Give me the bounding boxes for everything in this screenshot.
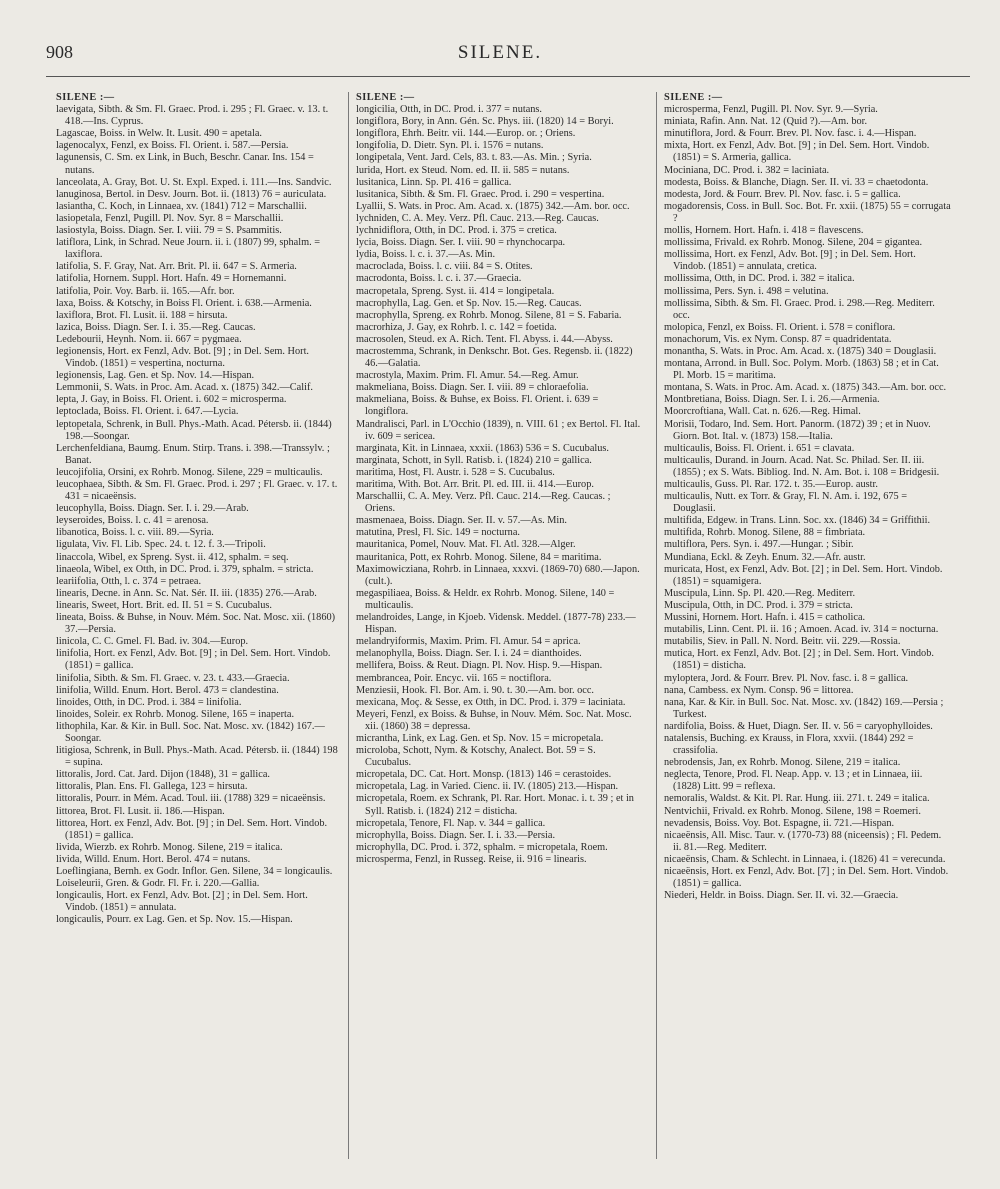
- index-entry: longiflora, Ehrh. Beitr. vii. 144.—Europ. or. ; Oriens.: [356, 128, 576, 140]
- index-entry: littorea, Brot. Fl. Lusit. ii. 186.—Hispan.: [56, 805, 225, 817]
- index-entry: nevadensis, Boiss. Voy. Bot. Espagne, ii. 721.—Hispan.: [664, 817, 895, 829]
- index-entry: nicaeënsis, Cham. & Schlecht. in Linnaea, i. (1826) 41 = verecunda.: [664, 853, 946, 865]
- index-entry: Montbretiana, Boiss. Diagn. Ser. I. i. 26.—Armenia.: [664, 394, 880, 406]
- index-entry: maritima, With. Bot. Arr. Brit. Pl. ed. III. ii. 414.—Europ.: [356, 479, 594, 490]
- index-entry: linifolia, Willd. Enum. Hort. Berol. 473 = clandestina.: [56, 684, 279, 696]
- index-entry: neglecta, Tenore, Prod. Fl. Neap. App. v. 13 ; et in Linnaea, iii. (1828) Litt. 99 = reflexa.: [664, 769, 923, 793]
- index-entry: nana, Cambess. ex Nym. Consp. 96 = littorea.: [664, 684, 854, 696]
- index-entry: microphylla, Boiss. Diagn. Ser. I. i. 33.—Persia.: [356, 829, 556, 841]
- index-entry: latifolia, S. F. Gray, Nat. Arr. Brit. Pl. ii. 647 = S. Armeria.: [56, 261, 297, 273]
- column-heading: SILENE :—: [664, 92, 723, 103]
- column-divider: [656, 92, 657, 1159]
- index-entry: macroclada, Boiss. l. c. viii. 84 = S. Otites.: [356, 261, 533, 273]
- index-entry: Lyallii, S. Wats. in Proc. Am. Acad. x. (1875) 342.—Am. bor. occ.: [356, 200, 630, 212]
- index-entry: lanuginosa, Bertol. in Desv. Journ. Bot. ii. (1813) 76 = auriculata.: [56, 188, 327, 200]
- index-entry: macrorhiza, J. Gay, ex Rohrb. l. c. 142 = foetida.: [356, 321, 557, 333]
- column-3: [664, 92, 951, 902]
- index-entry: lepta, J. Gay, in Boiss. Fl. Orient. i. 602 = microsperma.: [56, 394, 287, 406]
- index-entry: nebrodensis, Jan, ex Rohrb. Monog. Silene, 219 = italica.: [664, 757, 901, 769]
- index-entry: libanotica, Boiss. l. c. viii. 89.—Syria.: [56, 527, 214, 539]
- index-entry: mollissima, Frivald. ex Rohrb. Monog. Silene, 204 = gigantea.: [664, 237, 923, 249]
- index-entry: makmeliana, Boiss. & Buhse, ex Boiss. Fl. Orient. i. 639 = longiflora.: [356, 394, 599, 418]
- index-entry: lychniden, C. A. Mey. Verz. Pfl. Cauc. 213.—Reg. Caucas.: [356, 212, 599, 224]
- index-entry: Menziesii, Hook. Fl. Bor. Am. i. 90. t. 30.—Am. bor. occ.: [356, 684, 594, 696]
- index-entry: lagenocalyx, Fenzl, ex Boiss. Fl. Orient. i. 587.—Persia.: [56, 140, 289, 152]
- index-entry: lydia, Boiss. l. c. i. 37.—As. Min.: [356, 249, 496, 261]
- index-entry: melandroides, Lange, in Kjoeb. Vidensk. Meddel. (1877-78) 233.—Hispan.: [356, 612, 636, 636]
- index-entry: mollissima, Sibth. & Sm. Fl. Graec. Prod. i. 298.—Reg. Mediterr. occ.: [664, 297, 935, 321]
- index-entry: Ledebourii, Heynh. Nom. ii. 667 = pygmaea.: [56, 333, 242, 345]
- index-entry: Morisii, Todaro, Ind. Sem. Hort. Panorm. (1872) 39 ; et in Nuov. Giorn. Bot. Ital. v. (1873) 158.—Italia.: [664, 418, 931, 442]
- index-entry: multicaulis, Boiss. Fl. Orient. i. 651 = clavata.: [664, 442, 855, 454]
- index-entry: membrancea, Poir. Encyc. vii. 165 = noctiflora.: [356, 672, 552, 684]
- index-entry: Muscipula, Linn. Sp. Pl. 420.—Reg. Mediterr.: [664, 587, 856, 599]
- index-entry: laevigata, Sibth. & Sm. Fl. Graec. Prod. i. 295 ; Fl. Graec. v. 13. t. 418.—Ins. Cyprus.: [56, 104, 329, 128]
- index-entry: marginata, Schott, in Syll. Ratisb. i. (1824) 210 = gallica.: [356, 454, 592, 466]
- index-entry: modesta, Jord. & Fourr. Brev. Pl. Nov. fasc. i. 5 = gallica.: [664, 188, 901, 200]
- index-entry: multiflora, Pers. Syn. i. 497.—Hungar. ; Sibir.: [664, 539, 854, 551]
- index-entry: minutiflora, Jord. & Fourr. Brev. Pl. Nov. fasc. i. 4.—Hispan.: [664, 128, 917, 140]
- index-entry: littorea, Hort. ex Fenzl, Adv. Bot. [9] ; in Del. Sem. Hort. Vindob. (1851) = gallica.: [56, 817, 328, 841]
- index-entry: latifolia, Hornem. Suppl. Hort. Hafn. 49 = Hornemanni.: [56, 273, 287, 285]
- index-entry: latiflora, Link, in Schrad. Neue Journ. ii. i. (1807) 99, sphalm. = laxiflora.: [56, 237, 321, 261]
- column-1: [56, 92, 343, 926]
- index-entry: macropetala, Spreng. Syst. ii. 414 = longipetala.: [356, 285, 555, 297]
- column-heading: SILENE :—: [56, 92, 115, 103]
- index-entry: linearis, Decne. in Ann. Sc. Nat. Sér. II. iii. (1835) 276.—Arab.: [56, 587, 317, 599]
- index-entry: macrostemma, Schrank, in Denkschr. Bot. Ges. Regensb. ii. (1822) 46.—Galatia.: [356, 345, 633, 370]
- index-entry: nicaeënsis, All. Misc. Taur. v. (1770-73) 88 (niceensis) ; Fl. Pedem. ii. 81.—Reg. Mediterr.: [664, 829, 942, 853]
- index-entry: microsperma, Fenzl, in Russeg. Reise, ii. 916 = linearis.: [356, 853, 587, 865]
- index-entry: mauritanica, Pomel, Nouv. Mat. Fl. Atl. 328.—Alger.: [356, 539, 576, 551]
- index-entry: laxa, Boiss. & Kotschy, in Boiss Fl. Orient. i. 638.—Armenia.: [56, 297, 312, 309]
- index-entry: Muscipula, Otth, in DC. Prod. i. 379 = stricta.: [664, 599, 853, 611]
- index-entry: macrophylla, Spreng. ex Rohrb. Monog. Silene, 81 = S. Fabaria.: [356, 309, 622, 321]
- index-entry: Maximowicziana, Rohrb. in Linnaea, xxxvi. (1869-70) 680.—Japon. (cult.).: [356, 563, 640, 587]
- index-entry: mollissima, Pers. Syn. i. 498 = velutina.: [664, 285, 829, 297]
- index-entry: micropetala, Lag. in Varied. Cienc. ii. IV. (1805) 213.—Hispan.: [356, 781, 619, 793]
- index-entry: leptoclada, Boiss. Fl. Orient. i. 647.—Lycia.: [56, 406, 239, 418]
- index-entry: miniata, Rafin. Ann. Nat. 12 (Quid ?).—Am. bor.: [664, 116, 868, 128]
- index-entry: leucophaea, Sibth. & Sm. Fl. Graec. Prod. i. 297 ; Fl. Graec. v. 17. t. 431 = nicaeënsis.: [56, 479, 338, 503]
- header-rule: [46, 76, 970, 77]
- column-2: [356, 92, 643, 866]
- index-entry: longicilia, Otth, in DC. Prod. i. 377 = nutans.: [356, 104, 542, 116]
- index-entry: lazica, Boiss. Diagn. Ser. I. i. 35.—Reg. Caucas.: [56, 321, 256, 333]
- index-entry: montana, S. Wats. in Proc. Am. Acad. x. (1875) 343.—Am. bor. occ.: [664, 382, 947, 394]
- index-entry: leucophylla, Boiss. Diagn. Ser. I. i. 29.—Arab.: [56, 503, 249, 515]
- index-entry: lagunensis, C. Sm. ex Link, in Buch, Beschr. Canar. Ins. 154 = nutans.: [56, 152, 314, 176]
- index-entry: mexicana, Moç. & Sesse, ex Otth, in DC. Prod. i. 379 = laciniata.: [356, 696, 626, 708]
- index-entry: montana, Arrond. in Bull. Soc. Polym. Morb. (1863) 58 ; et in Cat. Pl. Morb. 15 = maritima.: [664, 358, 939, 382]
- index-entry: monachorum, Vis. ex Nym. Consp. 87 = quadridentata.: [664, 333, 892, 345]
- index-entry: microphylla, DC. Prod. i. 372, sphalm. = micropetala, Roem.: [356, 841, 608, 853]
- index-entry: melandryiformis, Maxim. Prim. Fl. Amur. 54 = aprica.: [356, 636, 581, 648]
- index-entry: Lemmonii, S. Wats. in Proc. Am. Acad. x. (1875) 342.—Calif.: [56, 382, 313, 394]
- index-entry: lasiantha, C. Koch, in Linnaea, xv. (1841) 712 = Marschallii.: [56, 200, 307, 212]
- index-entry: linoides, Soleir. ex Rohrb. Monog. Silene, 165 = inaperta.: [56, 708, 295, 720]
- index-entry: mutica, Hort. ex Fenzl, Adv. Bot. [2] ; in Del. Sem. Hort. Vindob. (1851) = disticha.: [664, 648, 934, 672]
- index-entry: lithophila, Kar. & Kir. in Bull. Soc. Nat. Mosc. xv. (1842) 167.—Soongar.: [56, 720, 325, 744]
- index-entry: nana, Kar. & Kir. in Bull. Soc. Nat. Mosc. xv. (1842) 169.—Persia ; Turkest.: [664, 696, 944, 720]
- index-entry: Loiseleurii, Gren. & Godr. Fl. Fr. i. 220.—Gallia.: [56, 878, 260, 890]
- index-entry: masmenaea, Boiss. Diagn. Ser. II. v. 57.—As. Min.: [356, 515, 567, 527]
- index-entry: laxiflora, Brot. Fl. Lusit. ii. 188 = hirsuta.: [56, 309, 228, 321]
- index-entry: mutabilis, Siev. in Pall. N. Nord. Beitr. vii. 229.—Rossia.: [664, 636, 901, 648]
- index-entry: littoralis, Plan. Ens. Fl. Gallega, 123 = hirsuta.: [56, 781, 248, 793]
- index-entry: mellifera, Boiss. & Reut. Diagn. Pl. Nov. Hisp. 9.—Hispan.: [356, 660, 603, 672]
- index-entry: leucojifolia, Orsini, ex Rohrb. Monog. Silene, 229 = multicaulis.: [56, 466, 323, 478]
- index-entry: leyseroides, Boiss. l. c. 41 = arenosa.: [56, 515, 209, 527]
- index-entry: mollissima, Hort. ex Fenzl, Adv. Bot. [9] ; in Del. Sem. Hort. Vindob. (1851) = annulata, cretica.: [664, 249, 916, 273]
- index-entry: longiflora, Bory, in Ann. Gén. Sc. Phys. iii. (1820) 14 = Boryi.: [356, 116, 614, 128]
- index-entry: marginata, Kit. in Linnaea, xxxii. (1863) 536 = S. Cucubalus.: [356, 442, 609, 454]
- index-entry: latifolia, Poir. Voy. Barb. ii. 165.—Afr. bor.: [56, 285, 235, 297]
- index-entry: macrosolen, Steud. ex A. Rich. Tent. Fl. Abyss. i. 44.—Abyss.: [356, 333, 613, 345]
- index-entry: linaeola, Wibel, ex Otth, in DC. Prod. i. 379, sphalm. = stricta.: [56, 563, 314, 575]
- index-entry: longifolia, D. Dietr. Syn. Pl. i. 1576 = nutans.: [356, 140, 544, 152]
- index-entry: megaspiliaea, Boiss. & Heldr. ex Rohrb. Monog. Silene, 140 = multicaulis.: [356, 587, 615, 611]
- index-entry: natalensis, Buching. ex Krauss, in Flora, xxvii. (1844) 292 = crassifolia.: [664, 732, 914, 757]
- index-entry: linicola, C. C. Gmel. Fl. Bad. iv. 304.—Europ.: [56, 636, 249, 648]
- index-entry: leariifolia, Otth, l. c. 374 = petraea.: [56, 575, 202, 587]
- index-entry: lychnidiflora, Otth, in DC. Prod. i. 375 = cretica.: [356, 225, 557, 237]
- index-entry: nemoralis, Waldst. & Kit. Pl. Rar. Hung. iii. 271. t. 249 = italica.: [664, 793, 930, 805]
- index-entry: longicaulis, Hort. ex Fenzl, Adv. Bot. [2] ; in Del. Sem. Hort. Vindob. (1851) = annulata.: [56, 890, 308, 914]
- index-entry: mutabilis, Linn. Cent. Pl. ii. 16 ; Amoen. Acad. iv. 314 = nocturna.: [664, 624, 939, 636]
- index-entry: nicaeënsis, Hort. ex Fenzl, Adv. Bot. [7] ; in Del. Sem. Hort. Vindob. (1851) = gallica.: [664, 866, 949, 890]
- index-entry: macrostyla, Maxim. Prim. Fl. Amur. 54.—Reg. Amur.: [356, 370, 579, 382]
- index-entry: monantha, S. Wats. in Proc. Am. Acad. x. (1875) 340 = Douglasii.: [664, 345, 937, 357]
- index-entry: matutina, Presl, Fl. Sic. 149 = nocturna.: [356, 527, 520, 539]
- index-entry: Marschallii, C. A. Mey. Verz. Pfl. Cauc. 214.—Reg. Caucas. ; Oriens.: [356, 491, 611, 515]
- index-entry: multicaulis, Durand. in Journ. Acad. Nat. Sc. Philad. Ser. II. iii. (1855) ; ex S. Wats. Bibliog. Ind. N. Am. Bot. i. 108 = Bridgesii.: [664, 454, 940, 478]
- page-number: 908: [46, 42, 73, 62]
- index-entry: livida, Willd. Enum. Hort. Berol. 474 = nutans.: [56, 853, 251, 865]
- index-entry: Lagascae, Boiss. in Welw. It. Lusit. 490 = apetala.: [56, 128, 263, 140]
- index-entry: linaccola, Wibel, ex Spreng. Syst. ii. 412, sphalm. = seq.: [56, 551, 289, 563]
- index-entry: maritima, Host, Fl. Austr. i. 528 = S. Cucubalus.: [356, 466, 555, 478]
- index-entry: lusitanica, Sibth. & Sm. Fl. Graec. Prod. i. 290 = vespertina.: [356, 188, 605, 200]
- index-entry: Mociniana, DC. Prod. i. 382 = laciniata.: [664, 164, 830, 176]
- index-entry: Mandralisci, Parl. in L'Occhio (1839), n. VIII. 61 ; ex Bertol. Fl. Ital. iv. 609 = sericea.: [356, 418, 641, 442]
- index-entry: lanceolata, A. Gray, Bot. U. St. Expl. Exped. i. 111.—Ins. Sandvic.: [56, 176, 332, 188]
- index-entry: ligulata, Viv. Fl. Lib. Spec. 24. t. 12. f. 3.—Tripoli.: [56, 539, 266, 551]
- index-entry: linoides, Otth, in DC. Prod. i. 384 = linifolia.: [56, 696, 242, 708]
- index-entry: molopica, Fenzl, ex Boiss. Fl. Orient. i. 578 = coniflora.: [664, 321, 896, 333]
- index-entry: legionensis, Lag. Gen. et Sp. Nov. 14.—Hispan.: [56, 370, 255, 382]
- index-entry: linearis, Sweet, Hort. Brit. ed. II. 51 = S. Cucubalus.: [56, 599, 273, 611]
- index-entry: mollis, Hornem. Hort. Hafn. i. 418 = flavescens.: [664, 225, 864, 237]
- index-entry: Loeflingiana, Bernh. ex Godr. Inflor. Gen. Silene, 34 = longicaulis.: [56, 866, 333, 877]
- index-entry: Moorcroftiana, Wall. Cat. n. 626.—Reg. Himal.: [664, 406, 861, 418]
- index-entry: macrophylla, Lag. Gen. et Sp. Nov. 15.—Reg. Caucas.: [356, 297, 582, 309]
- index-entry: Nentvichii, Frivald. ex Rohrb. Monog. Silene, 198 = Roemeri.: [664, 805, 921, 817]
- index-entry: multicaulis, Nutt. ex Torr. & Gray, Fl. N. Am. i. 192, 675 = Douglasii.: [664, 491, 908, 515]
- index-entry: Mussini, Hornem. Hort. Hafn. i. 415 = catholica.: [664, 612, 866, 624]
- index-entry: Niederi, Heldr. in Boiss. Diagn. Ser. II. vi. 32.—Graecia.: [664, 890, 899, 902]
- index-entry: micropetala, DC. Cat. Hort. Monsp. (1813) 146 = cerastoides.: [356, 769, 612, 781]
- index-entry: melanophylla, Boiss. Diagn. Ser. I. i. 24 = dianthoides.: [356, 648, 582, 660]
- index-entry: littoralis, Jord. Cat. Jard. Dijon (1848), 31 = gallica.: [56, 769, 270, 781]
- index-entry: nardifolia, Boiss. & Huet, Diagn. Ser. II. v. 56 = caryophylloides.: [664, 720, 933, 732]
- index-entry: multifida, Edgew. in Trans. Linn. Soc. xx. (1846) 34 = Griffithii.: [664, 515, 931, 527]
- index-entry: micropetala, Roem. ex Schrank, Pl. Rar. Hort. Monac. i. t. 39 ; et in Syll. Ratisb. i. (1824) 212 = disticha.: [356, 793, 634, 817]
- index-entry: litigiosa, Schrenk, in Bull. Phys.-Math. Acad. Pétersb. ii. (1844) 198 = supina.: [56, 745, 338, 769]
- index-entry: makmeliana, Boiss. Diagn. Ser. I. viii. 89 = chloraefolia.: [356, 382, 589, 394]
- index-entry: modesta, Boiss. & Blanche, Diagn. Ser. II. vi. 33 = chaetodonta.: [664, 176, 929, 188]
- index-entry: myloptera, Jord. & Fourr. Brev. Pl. Nov. fasc. i. 8 = gallica.: [664, 672, 909, 684]
- index-entry: micropetala, Tenore, Fl. Nap. v. 344 = gallica.: [356, 817, 546, 829]
- index-entry: lasiostyla, Boiss. Diagn. Ser. I. viii. 79 = S. Psammitis.: [56, 225, 282, 237]
- index-entry: linifolia, Hort. ex Fenzl, Adv. Bot. [9] ; in Del. Sem. Hort. Vindob. (1851) = gallica.: [56, 648, 331, 672]
- running-title: SILENE.: [457, 42, 543, 63]
- index-entry: Mundiana, Eckl. & Zeyh. Enum. 32.—Afr. austr.: [664, 551, 866, 563]
- index-entry: microsperma, Fenzl, Pugill. Pl. Nov. Syr. 9.—Syria.: [664, 104, 878, 116]
- index-entry: multifida, Rohrb. Monog. Silene, 88 = fimbriata.: [664, 527, 866, 539]
- index-entry: mollissima, Otth, in DC. Prod. i. 382 = italica.: [664, 273, 855, 285]
- column-divider: [348, 92, 349, 1159]
- index-entry: longipetala, Vent. Jard. Cels, 83. t. 83.—As. Min. ; Syria.: [356, 152, 592, 164]
- index-entry: mogadorensis, Coss. in Bull. Soc. Bot. Fr. xxii. (1875) 55 = corrugata ?: [664, 200, 951, 224]
- index-entry: muricata, Host, ex Fenzl, Adv. Bot. [2] ; in Del. Sem. Hort. Vindob. (1851) = squamigera.: [664, 563, 943, 587]
- index-entry: lineata, Boiss. & Buhse, in Nouv. Mém. Soc. Nat. Mosc. xii. (1860) 37.—Persia.: [56, 612, 336, 636]
- index-entry: multicaulis, Guss. Pl. Rar. 172. t. 35.—Europ. austr.: [664, 479, 878, 490]
- index-entry: lasiopetala, Fenzl, Pugill. Pl. Nov. Syr. 8 = Marschallii.: [56, 212, 284, 224]
- index-entry: littoralis, Pourr. in Mém. Acad. Toul. iii. (1788) 329 = nicaeënsis.: [56, 793, 326, 805]
- index-entry: linifolia, Sibth. & Sm. Fl. Graec. v. 23. t. 433.—Graecia.: [56, 672, 290, 684]
- index-entry: leptopetala, Schrenk, in Bull. Phys.-Math. Acad. Pétersb. ii. (1844) 198.—Soongar.: [56, 418, 332, 442]
- index-entry: livida, Wierzb. ex Rohrb. Monog. Silene, 219 = italica.: [56, 841, 283, 853]
- index-entry: Lerchenfeldiana, Baumg. Enum. Stirp. Trans. i. 398.—Transsylv. ; Banat.: [56, 442, 330, 466]
- index-entry: microloba, Schott, Nym. & Kotschy, Analect. Bot. 59 = S. Cucubalus.: [356, 745, 596, 769]
- index-entry: micrantha, Link, ex Lag. Gen. et Sp. Nov. 15 = micropetala.: [356, 732, 604, 744]
- index-entry: Meyeri, Fenzl, ex Boiss. & Buhse, in Nouv. Mém. Soc. Nat. Mosc. xii. (1860) 38 = depressa.: [356, 708, 632, 732]
- index-entry: macrodonta, Boiss. l. c. i. 37.—Graecia.: [356, 273, 522, 285]
- index-entry: lurida, Hort. ex Steud. Nom. ed. II. ii. 585 = nutans.: [356, 164, 570, 176]
- column-heading: SILENE :—: [356, 92, 415, 103]
- index-entry: lycia, Boiss. Diagn. Ser. I. viii. 90 = rhynchocarpa.: [356, 237, 566, 249]
- index-entry: longicaulis, Pourr. ex Lag. Gen. et Sp. Nov. 15.—Hispan.: [56, 914, 293, 926]
- index-entry: mixta, Hort. ex Fenzl, Adv. Bot. [9] ; in Del. Sem. Hort. Vindob. (1851) = S. Armeria, gallica.: [664, 140, 930, 164]
- index-entry: lusitanica, Linn. Sp. Pl. 416 = gallica.: [356, 176, 512, 188]
- index-entry: mauritanica, Pott, ex Rohrb. Monog. Silene, 84 = maritima.: [356, 551, 602, 563]
- index-entry: legionensis, Hort. ex Fenzl, Adv. Bot. [9] ; in Del. Sem. Hort. Vindob. (1851) = vespertina, nocturna.: [56, 345, 310, 370]
